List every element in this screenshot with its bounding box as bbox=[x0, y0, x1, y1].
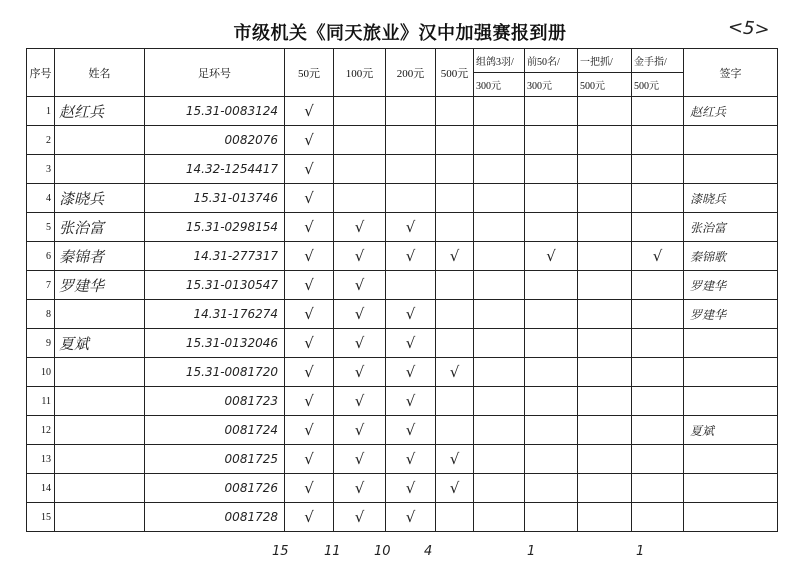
row-ring: 15.31-013746 bbox=[145, 184, 285, 213]
row-seq: 5 bbox=[27, 213, 55, 242]
row-check-500 bbox=[436, 184, 474, 213]
row-check-50: √ bbox=[285, 300, 334, 329]
registration-table bbox=[26, 48, 778, 532]
row-check-50: √ bbox=[285, 213, 334, 242]
row-check-500 bbox=[436, 300, 474, 329]
row-check-group bbox=[474, 358, 525, 387]
row-check-group bbox=[474, 155, 525, 184]
page-title: 市级机关《同天旅业》汉中加强赛报到册 bbox=[233, 23, 567, 43]
total-50: 15 bbox=[272, 544, 289, 559]
row-check-group bbox=[474, 387, 525, 416]
row-check-gold bbox=[632, 358, 684, 387]
header-gold-top: 金手指/ bbox=[632, 49, 683, 73]
row-check-grab bbox=[578, 242, 632, 271]
row-check-200: √ bbox=[386, 445, 436, 474]
row-check-grab bbox=[578, 445, 632, 474]
row-seq: 11 bbox=[27, 387, 55, 416]
table-row bbox=[27, 358, 778, 387]
row-check-500 bbox=[436, 416, 474, 445]
row-check-200: √ bbox=[386, 213, 436, 242]
row-check-top50 bbox=[525, 300, 578, 329]
row-check-grab bbox=[578, 416, 632, 445]
row-seq: 4 bbox=[27, 184, 55, 213]
row-signature bbox=[684, 503, 778, 532]
row-check-200: √ bbox=[386, 358, 436, 387]
row-ring: 0081725 bbox=[145, 445, 285, 474]
table-row bbox=[27, 213, 778, 242]
table-row bbox=[27, 474, 778, 503]
row-check-50: √ bbox=[285, 271, 334, 300]
row-signature: 罗建华 bbox=[684, 300, 778, 329]
row-check-50: √ bbox=[285, 97, 334, 126]
row-check-top50 bbox=[525, 474, 578, 503]
row-signature bbox=[684, 474, 778, 503]
row-name: 秦锦者 bbox=[55, 242, 145, 271]
row-name bbox=[55, 126, 145, 155]
row-seq: 7 bbox=[27, 271, 55, 300]
row-check-gold bbox=[632, 503, 684, 532]
row-check-grab bbox=[578, 474, 632, 503]
row-check-group bbox=[474, 474, 525, 503]
row-signature: 张治富 bbox=[684, 213, 778, 242]
row-check-grab bbox=[578, 126, 632, 155]
row-check-500 bbox=[436, 387, 474, 416]
row-signature: 夏斌 bbox=[684, 416, 778, 445]
row-name bbox=[55, 503, 145, 532]
row-check-100: √ bbox=[334, 300, 386, 329]
table-row bbox=[27, 416, 778, 445]
row-signature bbox=[684, 329, 778, 358]
header-top50-bottom: 300元 bbox=[527, 81, 552, 92]
table-row bbox=[27, 97, 778, 126]
table-row bbox=[27, 503, 778, 532]
row-name bbox=[55, 358, 145, 387]
row-ring: 15.31-0081720 bbox=[145, 358, 285, 387]
row-ring: 15.31-0132046 bbox=[145, 329, 285, 358]
row-check-top50 bbox=[525, 387, 578, 416]
total-top50: 1 bbox=[527, 544, 536, 559]
row-check-top50: √ bbox=[525, 242, 578, 271]
row-check-500 bbox=[436, 126, 474, 155]
row-check-200: √ bbox=[386, 300, 436, 329]
row-check-50: √ bbox=[285, 416, 334, 445]
row-check-group bbox=[474, 213, 525, 242]
row-check-100: √ bbox=[334, 271, 386, 300]
row-check-50: √ bbox=[285, 387, 334, 416]
row-check-grab bbox=[578, 97, 632, 126]
header-200: 200元 bbox=[386, 49, 436, 97]
row-check-100: √ bbox=[334, 445, 386, 474]
row-seq: 10 bbox=[27, 358, 55, 387]
row-check-gold bbox=[632, 155, 684, 184]
row-check-100: √ bbox=[334, 358, 386, 387]
row-check-top50 bbox=[525, 271, 578, 300]
header-gold-bottom: 500元 bbox=[634, 81, 659, 92]
row-ring: 0082076 bbox=[145, 126, 285, 155]
header-name: 姓名 bbox=[55, 49, 145, 97]
row-seq: 8 bbox=[27, 300, 55, 329]
row-check-group bbox=[474, 300, 525, 329]
row-name: 夏斌 bbox=[55, 329, 145, 358]
row-check-top50 bbox=[525, 416, 578, 445]
table-row bbox=[27, 387, 778, 416]
row-seq: 1 bbox=[27, 97, 55, 126]
row-check-top50 bbox=[525, 184, 578, 213]
row-signature bbox=[684, 387, 778, 416]
header-top50 bbox=[525, 49, 578, 97]
row-check-gold bbox=[632, 416, 684, 445]
row-ring: 15.31-0083124 bbox=[145, 97, 285, 126]
row-check-500: √ bbox=[436, 445, 474, 474]
row-seq: 3 bbox=[27, 155, 55, 184]
row-ring: 15.31-0298154 bbox=[145, 213, 285, 242]
table-row bbox=[27, 155, 778, 184]
header-500: 500元 bbox=[436, 49, 474, 97]
row-signature: 秦锦歌 bbox=[684, 242, 778, 271]
row-check-50: √ bbox=[285, 358, 334, 387]
row-ring: 0081728 bbox=[145, 503, 285, 532]
row-signature bbox=[684, 358, 778, 387]
row-check-gold bbox=[632, 329, 684, 358]
row-check-gold bbox=[632, 97, 684, 126]
row-ring: 0081724 bbox=[145, 416, 285, 445]
row-ring: 14.31-277317 bbox=[145, 242, 285, 271]
row-check-100: √ bbox=[334, 416, 386, 445]
row-name: 赵红兵 bbox=[55, 97, 145, 126]
row-signature: 罗建华 bbox=[684, 271, 778, 300]
row-check-grab bbox=[578, 329, 632, 358]
row-check-500 bbox=[436, 503, 474, 532]
row-check-200: √ bbox=[386, 474, 436, 503]
header-ring: 足环号 bbox=[145, 49, 285, 97]
total-gold: 1 bbox=[636, 544, 645, 559]
row-check-top50 bbox=[525, 97, 578, 126]
row-name bbox=[55, 155, 145, 184]
row-name: 张治富 bbox=[55, 213, 145, 242]
row-check-50: √ bbox=[285, 445, 334, 474]
header-grab-top: 一把抓/ bbox=[578, 49, 631, 73]
row-check-grab bbox=[578, 213, 632, 242]
table-row bbox=[27, 300, 778, 329]
row-name bbox=[55, 445, 145, 474]
row-check-gold bbox=[632, 474, 684, 503]
header-group bbox=[474, 49, 525, 97]
header-seq: 序号 bbox=[27, 49, 55, 97]
row-check-top50 bbox=[525, 358, 578, 387]
table-row bbox=[27, 184, 778, 213]
row-check-200 bbox=[386, 271, 436, 300]
row-check-200 bbox=[386, 155, 436, 184]
header-group-bottom: 300元 bbox=[476, 81, 501, 92]
table-row bbox=[27, 242, 778, 271]
row-check-group bbox=[474, 503, 525, 532]
row-check-100 bbox=[334, 184, 386, 213]
row-check-200: √ bbox=[386, 329, 436, 358]
row-check-200 bbox=[386, 97, 436, 126]
row-check-200: √ bbox=[386, 416, 436, 445]
row-check-100 bbox=[334, 97, 386, 126]
row-check-group bbox=[474, 416, 525, 445]
total-100: 11 bbox=[324, 544, 341, 559]
row-signature bbox=[684, 126, 778, 155]
row-check-grab bbox=[578, 300, 632, 329]
header-grab-bottom: 500元 bbox=[580, 81, 605, 92]
row-name bbox=[55, 300, 145, 329]
row-check-500: √ bbox=[436, 474, 474, 503]
row-seq: 9 bbox=[27, 329, 55, 358]
row-check-gold bbox=[632, 213, 684, 242]
header-group-top: 组鸽3羽/ bbox=[474, 49, 524, 73]
row-check-grab bbox=[578, 387, 632, 416]
row-check-500 bbox=[436, 155, 474, 184]
row-check-100: √ bbox=[334, 503, 386, 532]
row-check-grab bbox=[578, 271, 632, 300]
row-signature: 漆晓兵 bbox=[684, 184, 778, 213]
row-seq: 14 bbox=[27, 474, 55, 503]
row-check-grab bbox=[578, 155, 632, 184]
row-check-gold bbox=[632, 126, 684, 155]
row-check-500 bbox=[436, 97, 474, 126]
row-ring: 0081726 bbox=[145, 474, 285, 503]
row-check-group bbox=[474, 126, 525, 155]
row-check-gold bbox=[632, 300, 684, 329]
table-row bbox=[27, 271, 778, 300]
header-50: 50元 bbox=[285, 49, 334, 97]
row-check-50: √ bbox=[285, 329, 334, 358]
total-500: 4 bbox=[424, 544, 433, 559]
row-check-100: √ bbox=[334, 387, 386, 416]
row-check-gold bbox=[632, 271, 684, 300]
row-check-top50 bbox=[525, 445, 578, 474]
row-seq: 13 bbox=[27, 445, 55, 474]
row-check-500: √ bbox=[436, 358, 474, 387]
row-check-50: √ bbox=[285, 184, 334, 213]
row-signature bbox=[684, 155, 778, 184]
row-check-50: √ bbox=[285, 126, 334, 155]
row-check-50: √ bbox=[285, 242, 334, 271]
row-check-group bbox=[474, 97, 525, 126]
row-check-group bbox=[474, 184, 525, 213]
row-name bbox=[55, 474, 145, 503]
table-body bbox=[27, 97, 778, 532]
row-check-group bbox=[474, 445, 525, 474]
row-check-100: √ bbox=[334, 474, 386, 503]
table-row bbox=[27, 445, 778, 474]
row-seq: 2 bbox=[27, 126, 55, 155]
row-check-500 bbox=[436, 329, 474, 358]
row-check-200 bbox=[386, 126, 436, 155]
row-name: 罗建华 bbox=[55, 271, 145, 300]
table-row bbox=[27, 329, 778, 358]
total-200: 10 bbox=[374, 544, 391, 559]
row-check-top50 bbox=[525, 155, 578, 184]
row-check-100 bbox=[334, 155, 386, 184]
table-row bbox=[27, 126, 778, 155]
row-seq: 15 bbox=[27, 503, 55, 532]
header-sign: 签字 bbox=[684, 49, 778, 97]
row-check-500: √ bbox=[436, 242, 474, 271]
row-check-top50 bbox=[525, 503, 578, 532]
row-check-top50 bbox=[525, 329, 578, 358]
row-check-50: √ bbox=[285, 474, 334, 503]
header-top50-top: 前50名/ bbox=[525, 49, 577, 73]
row-check-200: √ bbox=[386, 387, 436, 416]
row-name bbox=[55, 387, 145, 416]
row-name: 漆晓兵 bbox=[55, 184, 145, 213]
row-check-group bbox=[474, 329, 525, 358]
row-check-top50 bbox=[525, 126, 578, 155]
row-ring: 15.31-0130547 bbox=[145, 271, 285, 300]
row-check-group bbox=[474, 242, 525, 271]
row-ring: 0081723 bbox=[145, 387, 285, 416]
row-check-100: √ bbox=[334, 329, 386, 358]
row-seq: 6 bbox=[27, 242, 55, 271]
row-check-500 bbox=[436, 271, 474, 300]
row-check-500 bbox=[436, 213, 474, 242]
header-100: 100元 bbox=[334, 49, 386, 97]
page-number-mark: <5> bbox=[727, 16, 771, 41]
row-ring: 14.31-176274 bbox=[145, 300, 285, 329]
row-name bbox=[55, 416, 145, 445]
row-signature: 赵红兵 bbox=[684, 97, 778, 126]
row-check-top50 bbox=[525, 213, 578, 242]
row-check-100: √ bbox=[334, 242, 386, 271]
header-gold bbox=[632, 49, 684, 97]
row-signature bbox=[684, 445, 778, 474]
row-check-100 bbox=[334, 126, 386, 155]
row-check-100: √ bbox=[334, 213, 386, 242]
row-check-gold: √ bbox=[632, 242, 684, 271]
row-check-gold bbox=[632, 184, 684, 213]
row-ring: 14.32-1254417 bbox=[145, 155, 285, 184]
row-check-50: √ bbox=[285, 155, 334, 184]
row-check-200 bbox=[386, 184, 436, 213]
row-check-grab bbox=[578, 358, 632, 387]
row-check-group bbox=[474, 271, 525, 300]
row-check-200: √ bbox=[386, 503, 436, 532]
row-check-50: √ bbox=[285, 503, 334, 532]
row-seq: 12 bbox=[27, 416, 55, 445]
row-check-200: √ bbox=[386, 242, 436, 271]
row-check-gold bbox=[632, 387, 684, 416]
header-grab bbox=[578, 49, 632, 97]
row-check-grab bbox=[578, 184, 632, 213]
row-check-gold bbox=[632, 445, 684, 474]
row-check-grab bbox=[578, 503, 632, 532]
